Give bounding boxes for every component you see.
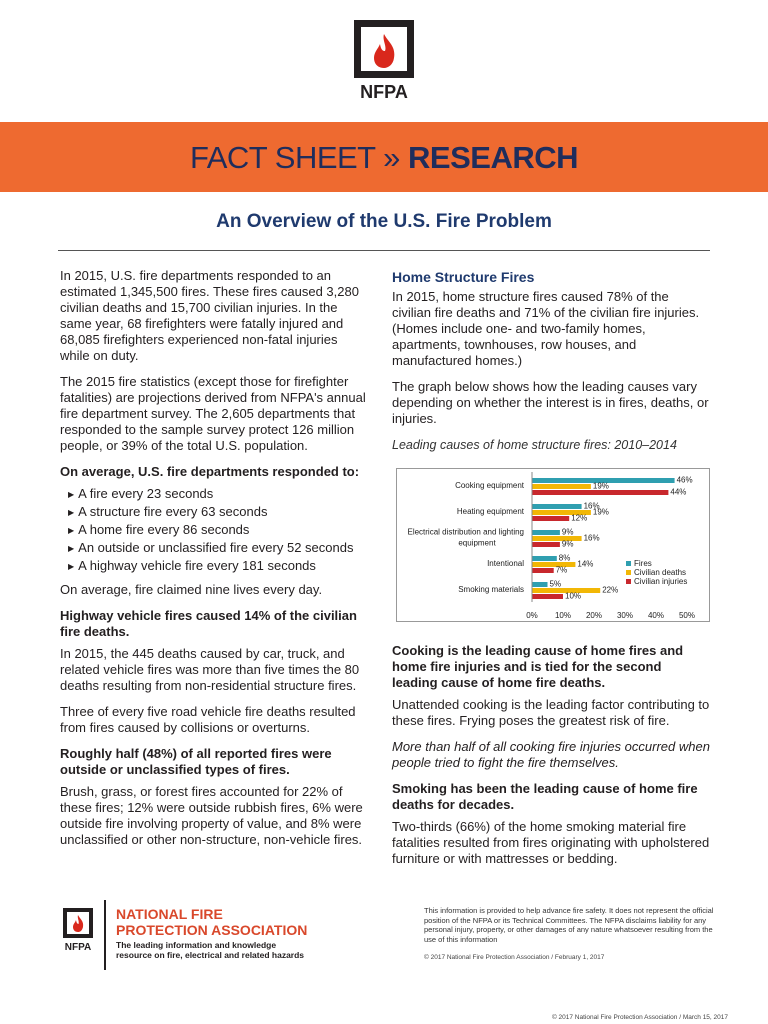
- right-column: [392, 269, 710, 459]
- graph-intro-paragraph: The graph below shows how the leading causes vary depending on whether the interest is in fires, deaths, or injuries.: [392, 379, 709, 426]
- title-part-a: FACT SHEET: [189, 140, 376, 175]
- collision-paragraph: Three of every five road vehicle fire deaths resulted from fires caused by collisions or overturns.: [60, 704, 356, 735]
- legend-label: Fires: [634, 559, 652, 568]
- list-item: ▶ A highway vehicle fire every 181 seconds: [68, 558, 370, 576]
- cooking-injuries-paragraph: More than half of all cooking fire injuries occurred when people tried to fight the fire themselves.: [392, 739, 710, 770]
- data-label: 19%: [592, 481, 609, 491]
- bar-civilian-injuries: [532, 568, 554, 573]
- bar-civilian-deaths: [532, 562, 575, 567]
- cooking-paragraph: Unattended cooking is the leading factor contributing to these fires. Frying poses the greatest risk of fire.: [392, 697, 710, 728]
- tick-label: 40%: [647, 611, 665, 620]
- data-label: 44%: [670, 487, 687, 497]
- org-tagline: The leading information and knowledge resource on fire, electrical and related hazards: [116, 940, 305, 960]
- page-subtitle: An Overview of the U.S. Fire Problem: [216, 211, 552, 232]
- footer-nfpa-logo: [58, 908, 98, 952]
- home-structure-heading: Home Structure Fires: [392, 269, 535, 285]
- leading-causes-chart: [392, 464, 712, 624]
- category-label: Cooking equipment: [455, 481, 524, 490]
- org-name-line2: PROTECTION ASSOCIATION: [116, 922, 308, 938]
- list-item: ▶ An outside or unclassified fire every 52 seconds: [68, 540, 370, 558]
- bar-fires: [532, 582, 548, 587]
- statistics-paragraph: The 2015 fire statistics (except those for firefighter fatalities) are projections derived from NFPA's annual fire department survey. The 2,605 departments that responded to the sample survey protect 126 million people, or 39% of the total U.S. population.: [60, 374, 366, 453]
- page-copyright: © 2017 National Fire Protection Association / March 15, 2017: [551, 1014, 728, 1021]
- nine-lives-paragraph: On average, fire claimed nine lives every day.: [60, 582, 323, 597]
- data-label: 8%: [558, 553, 571, 563]
- bar-civilian-injuries: [532, 594, 563, 599]
- chart-caption: Leading causes of home structure fires: 2010–2014: [392, 438, 677, 452]
- data-label: 16%: [583, 501, 600, 511]
- smoking-paragraph: Two-thirds (66%) of the home smoking material fire fatalities resulted from fires originating with upholstered furniture or with mattresses or bedding.: [392, 819, 710, 866]
- tick-label: 0%: [526, 611, 538, 620]
- list-item: ▶ A fire every 23 seconds: [68, 486, 370, 504]
- intro-paragraph: In 2015, U.S. fire departments responded to an estimated 1,345,500 fires. These fires caused 3,280 civilian deaths and 15,700 civilian injuries. In the same year, 68 firefighters were fatally injured and 68,085 firefighters experienced non-fatal injuries while on duty.: [60, 268, 359, 363]
- logo-text: NFPA: [360, 82, 408, 102]
- bar-fires: [532, 530, 560, 535]
- bar-civilian-deaths: [532, 536, 582, 541]
- divider: [58, 250, 710, 251]
- org-name-line1: NATIONAL FIRE: [116, 906, 223, 922]
- outside-fires-paragraph: Brush, grass, or forest fires accounted for 22% of these fires; 12% were outside rubbish fires, 6% were outside fire involving property of value, and 8% were unclassified or other non-structure, non-vehicle fires.: [60, 784, 363, 847]
- average-list: [68, 486, 370, 576]
- data-label: 19%: [592, 507, 609, 517]
- legend-swatch: [626, 570, 631, 575]
- tick-label: 10%: [554, 611, 572, 620]
- data-label: 10%: [565, 591, 582, 601]
- data-label: 46%: [676, 475, 693, 485]
- title-part-b: RESEARCH: [408, 140, 578, 175]
- org-name: [116, 906, 307, 938]
- fact-sheet-title: [0, 140, 768, 176]
- bar-civilian-deaths: [532, 484, 591, 489]
- bar-fires: [532, 556, 557, 561]
- bar-civilian-injuries: [532, 516, 569, 521]
- list-item: ▶ A structure fire every 63 seconds: [68, 504, 370, 522]
- legend-label: Civilian injuries: [634, 577, 688, 586]
- tick-label: 50%: [678, 611, 696, 620]
- nfpa-logo: [344, 18, 424, 102]
- data-label: 16%: [583, 533, 600, 543]
- data-label: 9%: [561, 527, 574, 537]
- data-label: 22%: [602, 585, 619, 595]
- data-label: 14%: [577, 559, 594, 569]
- tick-label: 20%: [585, 611, 603, 620]
- category-label: Heating equipment: [456, 507, 524, 516]
- average-heading: On average, U.S. fire departments responded to:: [60, 464, 360, 479]
- outside-fires-heading: Roughly half (48%) of all reported fires were outside or unclassified types of fires.: [60, 746, 332, 777]
- category-label: Electrical distribution and lighting: [407, 527, 524, 537]
- footer-logo-text: NFPA: [64, 942, 92, 952]
- right-column-lower: [392, 643, 710, 877]
- legend-swatch: [626, 579, 631, 584]
- legend-swatch: [626, 561, 631, 566]
- highway-heading: Highway vehicle fires caused 14% of the civilian fire deaths.: [60, 608, 357, 639]
- tick-label: 30%: [616, 611, 634, 620]
- cooking-heading: Cooking is the leading cause of home fires and home fire injuries and is tied for the second leading cause of home fire deaths.: [392, 643, 684, 690]
- category-label: Smoking materials: [458, 585, 524, 594]
- legend-label: Civilian deaths: [634, 568, 687, 577]
- bar-fires: [532, 504, 582, 509]
- footer-divider: [104, 900, 106, 970]
- category-label: equipment: [458, 538, 496, 548]
- data-label: 5%: [549, 579, 562, 589]
- list-item: ▶ A home fire every 86 seconds: [68, 522, 370, 540]
- disclaimer-text: This information is provided to help advance fire safety. It does not represent the official position of the NFPA or its Technical Committees. The NFPA disclaims liability for any personal injury, property, or other damages of any nature whatsoever resulting from the use of this information: [424, 906, 714, 944]
- data-label: 7%: [555, 565, 568, 575]
- smoking-heading: Smoking has been the leading cause of home fire deaths for decades.: [392, 781, 698, 812]
- bar-civilian-injuries: [532, 490, 668, 495]
- highway-paragraph: In 2015, the 445 deaths caused by car, truck, and related vehicle fires was more than five times the 80 deaths resulting from non-residential structure fires.: [60, 646, 360, 693]
- data-label: 12%: [571, 513, 588, 523]
- copyright-notice: © 2017 National Fire Protection Association / February 1, 2017: [424, 954, 605, 961]
- left-column: [60, 268, 370, 858]
- title-separator: »: [375, 140, 409, 175]
- data-label: 9%: [561, 539, 574, 549]
- category-label: Intentional: [487, 559, 524, 568]
- bar-civilian-injuries: [532, 542, 560, 547]
- home-structure-paragraph: In 2015, home structure fires caused 78% of the civilian fire deaths and 71% of the civilian fire injuries. (Homes include one- and two-family homes, apartments, townhouses, row houses, and manufactured homes.): [392, 289, 700, 368]
